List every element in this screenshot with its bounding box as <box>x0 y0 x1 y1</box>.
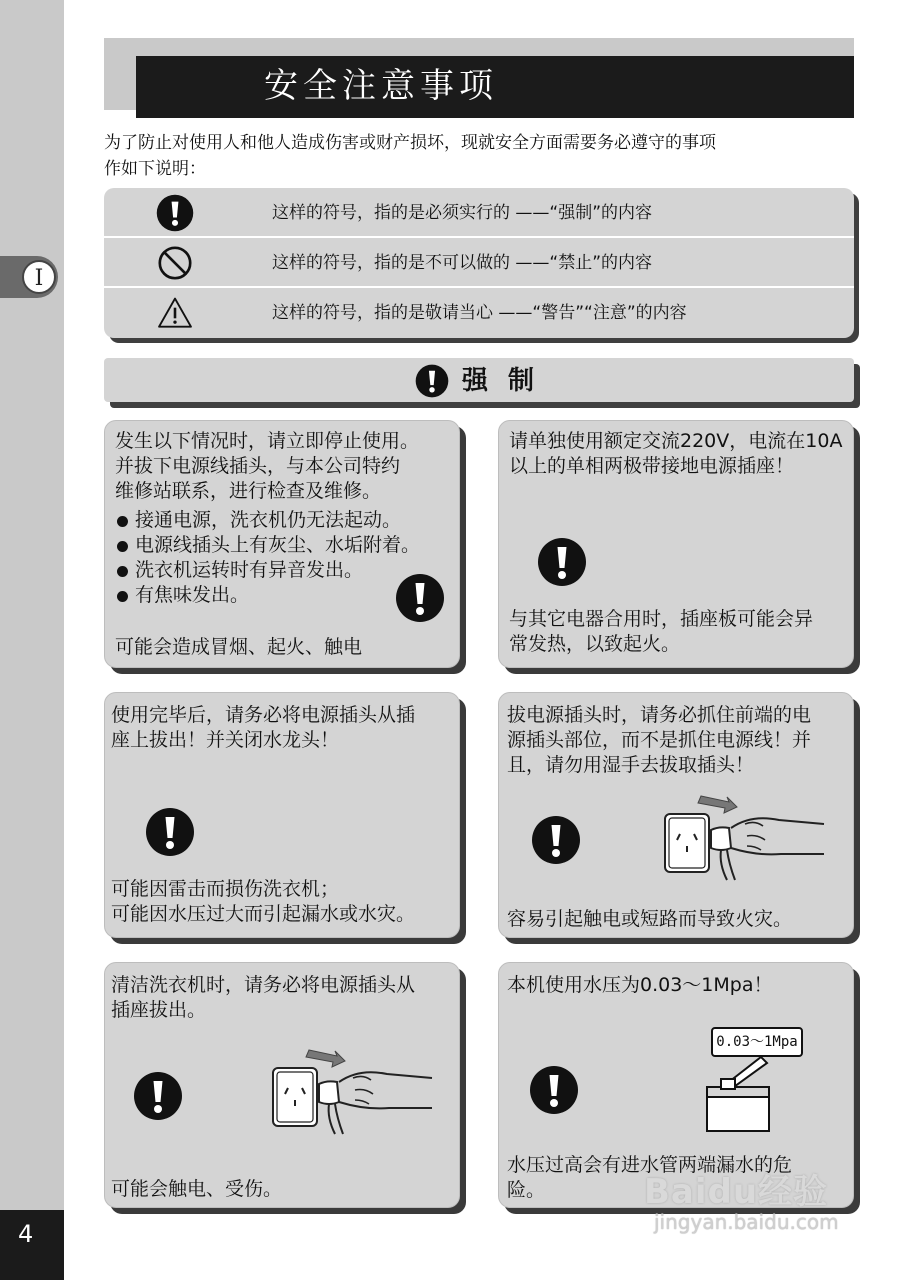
card-consequence: 容易引起触电或短路而导致火灾。 <box>507 908 793 930</box>
text-line: 以上的单相两极带接地电源插座！ <box>509 455 795 477</box>
intro-line: 作如下说明： <box>104 159 206 179</box>
card-socket <box>498 420 854 668</box>
water-inlet-illustration <box>699 1055 779 1135</box>
card-cleaning <box>104 962 460 1208</box>
list-item: 洗衣机运转时有异音发出。 <box>115 558 420 583</box>
text-line: 水压过高会有进水管两端漏水的危 <box>507 1154 793 1176</box>
text-line: 可能因水压过大而引起漏水或水灾。 <box>111 903 416 925</box>
text-line: 源插头部位，而不是抓住电源线！并 <box>507 729 812 751</box>
warning-icon <box>156 294 194 332</box>
mandatory-icon <box>537 537 587 587</box>
card-instruction <box>507 703 811 778</box>
plug-removal-illustration <box>661 785 831 889</box>
text-line: 险。 <box>507 1179 546 1201</box>
list-item: 接通电源，洗衣机仍无法起动。 <box>115 508 420 533</box>
list-item: 有焦味发出。 <box>115 583 420 608</box>
card-stop-use <box>104 420 460 668</box>
legend-text: 这样的符号，指的是必须实行的 ——“强制”的内容 <box>272 203 653 223</box>
legend-row-warning <box>104 288 854 338</box>
plug-removal-illustration <box>269 1039 439 1143</box>
mandatory-icon <box>529 1065 579 1115</box>
mandatory-icon <box>415 364 449 398</box>
card-instruction: 本机使用水压为0.03～1Mpa！ <box>507 974 773 996</box>
watermark-url: jingyan.baidu.com <box>654 1210 839 1234</box>
symbol-legend <box>104 188 854 338</box>
section-title: 强制 <box>462 366 555 396</box>
text-line: 发生以下情况时，请立即停止使用。 <box>115 430 420 452</box>
prohibit-icon <box>156 244 194 282</box>
text-line: 常发热，以致起火。 <box>509 633 681 655</box>
legend-row-prohibit <box>104 238 854 288</box>
pressure-gauge-label: 0.03～1Mpa <box>711 1027 803 1057</box>
intro-paragraph <box>104 130 844 182</box>
text-line: 拔电源插头时，请务必抓住前端的电 <box>507 704 812 726</box>
card-consequence: 可能会触电、受伤。 <box>111 1178 283 1200</box>
intro-line: 为了防止对使用人和他人造成伤害或财产损坏，现就安全方面需要务必遵守的事项 <box>104 133 716 153</box>
card-pull-plug <box>498 692 854 938</box>
page-number: 4 <box>0 1210 64 1280</box>
text-line: 与其它电器合用时，插座板可能会异 <box>509 608 814 630</box>
card-consequence <box>509 607 813 657</box>
text-line: 使用完毕后，请务必将电源插头从插 <box>111 704 416 726</box>
condition-list <box>115 508 420 608</box>
card-instruction <box>115 429 419 504</box>
legend-text: 这样的符号，指的是不可以做的 ——“禁止”的内容 <box>272 253 653 273</box>
text-line: 清洁洗衣机时，请务必将电源插头从 <box>111 974 416 996</box>
list-item: 电源线插头上有灰尘、水垢附着。 <box>115 533 420 558</box>
legend-row-mandatory <box>104 188 854 238</box>
text-line: 请单独使用额定交流220V，电流在10A <box>509 430 843 452</box>
page-title: 安全注意事项 <box>264 66 498 106</box>
watermark-logo: Baidu经验 <box>644 1172 829 1212</box>
text-line: 座上拔出！并关闭水龙头！ <box>111 729 340 751</box>
mandatory-icon <box>395 573 445 623</box>
legend-text: 这样的符号，指的是敬请当心 ——“警告”“注意”的内容 <box>272 303 687 323</box>
text-line: 维修站联系，进行检查及维修。 <box>115 480 382 502</box>
card-unplug-after-use <box>104 692 460 938</box>
card-consequence <box>111 877 415 927</box>
card-instruction <box>111 703 415 753</box>
mandatory-icon <box>133 1071 183 1121</box>
page-sidebar <box>0 0 64 1280</box>
mandatory-icon <box>156 194 194 232</box>
text-line: 可能因雷击而损伤洗衣机； <box>111 878 340 900</box>
card-consequence: 可能会造成冒烟、起火、触电 <box>115 636 363 658</box>
card-instruction <box>111 973 415 1023</box>
text-line: 插座拔出。 <box>111 999 207 1021</box>
mandatory-icon <box>531 815 581 865</box>
text-line: 并拔下电源线插头，与本公司特约 <box>115 455 401 477</box>
card-instruction <box>509 429 842 479</box>
mandatory-icon <box>145 807 195 857</box>
chapter-marker: I <box>22 260 56 294</box>
text-line: 且，请勿用湿手去拔取插头！ <box>507 754 755 776</box>
